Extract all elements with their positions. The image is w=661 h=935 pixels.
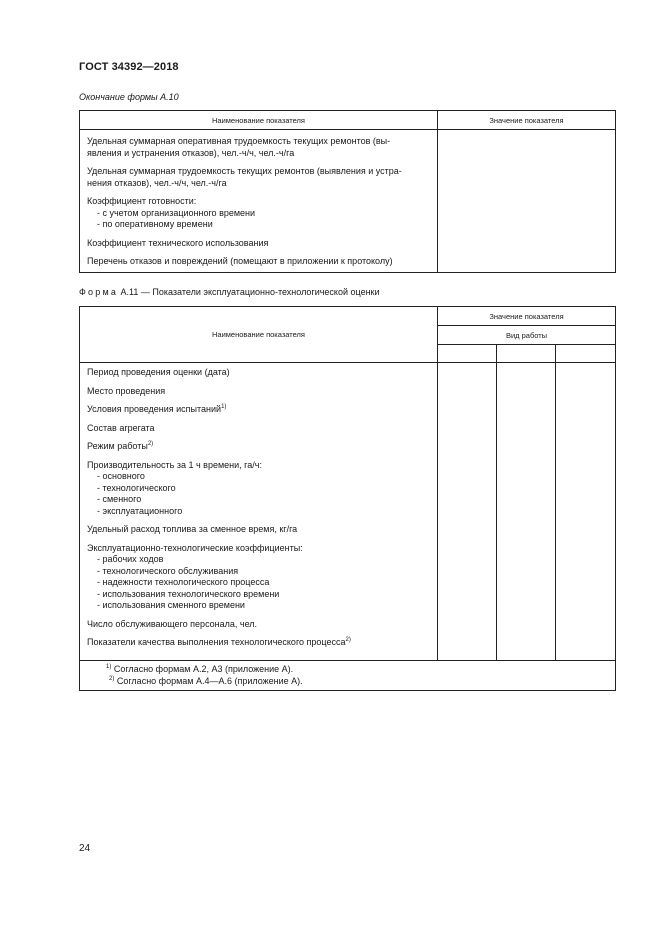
indicators-cell (80, 363, 438, 661)
indicator-row: Период проведения оценки (дата) (87, 367, 230, 377)
form-a11-table (79, 306, 616, 691)
value-cell (497, 363, 556, 661)
indicator-row: Производительность за 1 ч времени, га/ч: - основного - технологического - сменного - эксплуатационного (87, 459, 262, 516)
indicators-cell (80, 130, 438, 273)
page-number: 24 (79, 843, 91, 854)
standard-designation: ГОСТ 34392—2018 (79, 61, 179, 73)
indicator-row: Удельная суммарная трудоемкость текущих ремонтов (выявления и устра- нения отказов), чел.-ч/ч, чел.-ч/га (87, 166, 402, 188)
indicator-row: Место проведения (87, 385, 166, 396)
form-a10-table (79, 110, 616, 273)
indicator-row: Показатели качества выполнения технологического процесса$^{2)}$ (87, 637, 351, 647)
indicator-row: Число обслуживающего персонала, чел. (87, 618, 258, 629)
indicator-row: Удельная суммарная оперативная трудоемкость текущих ремонтов (вы- явления и устранения отказов), чел.-ч/ч, чел.-ч/га (87, 136, 391, 158)
work-type-subcol (438, 345, 497, 363)
footnote-ref: 2) (345, 637, 351, 643)
column-header-value: Значение показателя (438, 307, 616, 326)
indicator-row: Режим работы$^{2)}$ (87, 441, 154, 451)
indicator-row: Состав агрегата (87, 422, 155, 433)
indicator-row: Коэффициент технического использования (87, 237, 269, 248)
footnote: $^{2)}$ Согласно формам А.4—А.6 (приложение А). (109, 675, 303, 686)
value-cell (438, 130, 616, 273)
work-type-subcol (497, 345, 556, 363)
continuation-title: Окончание формы А.10 (79, 92, 179, 102)
work-type-subcol (556, 345, 616, 363)
form-a11-caption: Форма А.11 — Показатели эксплуатационно-технологической оценки (79, 287, 380, 297)
value-cell (556, 363, 616, 661)
indicator-row: Удельный расход топлива за сменное время, кг/га (87, 524, 298, 534)
value-cell (438, 363, 497, 661)
indicator-row: Условия проведения испытаний$^{1)}$ (87, 404, 227, 414)
column-header-name: Наименование показателя (80, 111, 438, 130)
footnotes (80, 660, 616, 690)
column-header-name: Наименование показателя (80, 307, 438, 363)
indicator-row: Коэффициент готовности: - с учетом организационного времени - по оперативному времени (87, 196, 256, 229)
footnote-ref: 1) (221, 404, 227, 410)
indicator-row: Эксплуатационно-технологические коэффициенты: - рабочих ходов - технологического обслуживания - надежности технологического процесса - использования технологического времени - использования сменного времени (87, 542, 303, 610)
column-header-work-type: Вид работы (438, 326, 616, 345)
column-header-value: Значение показателя (438, 111, 616, 130)
indicator-row: Перечень отказов и повреждений (помещают в приложении к протоколу) (87, 256, 393, 266)
footnote: $^{1)}$ Согласно формам А.2, А3 (приложение А). (106, 663, 294, 674)
footnote-ref: 2) (147, 441, 154, 447)
